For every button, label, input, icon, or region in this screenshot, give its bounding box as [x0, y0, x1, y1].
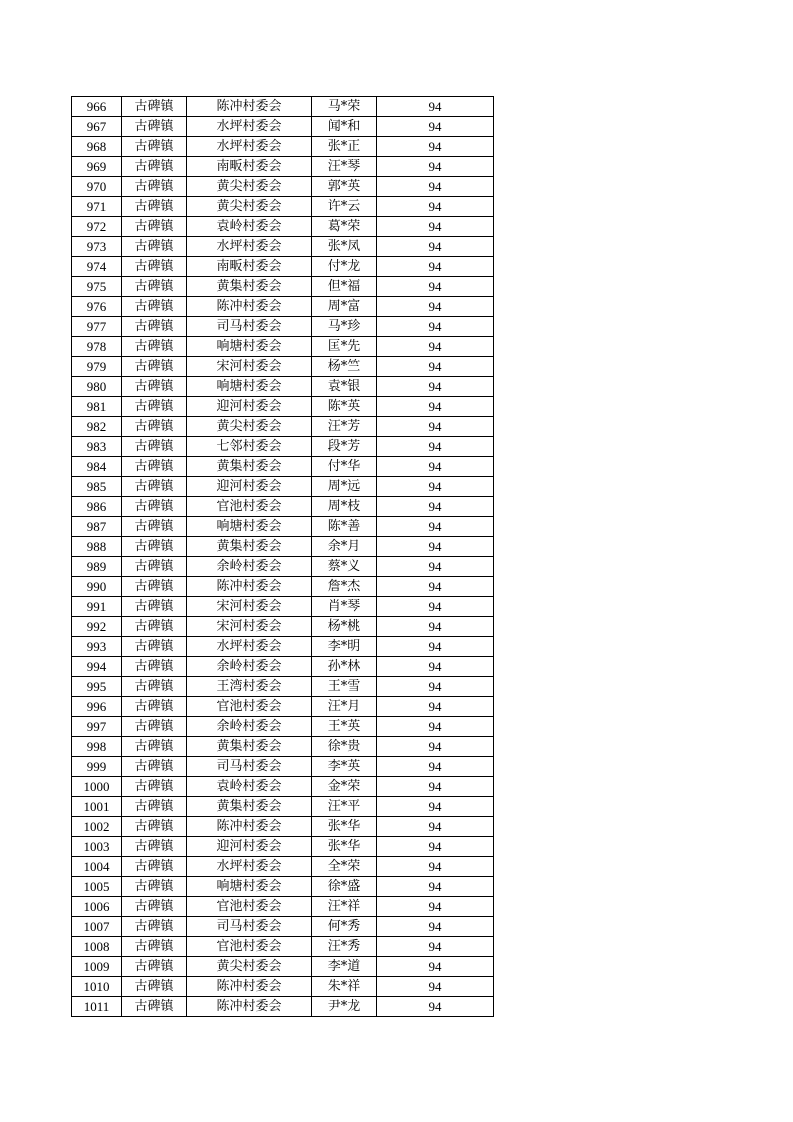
- town-cell: 古碑镇: [122, 257, 187, 277]
- score-cell: 94: [377, 257, 494, 277]
- village-committee-cell: 水坪村委会: [187, 857, 312, 877]
- person-name-cell: 闻*和: [312, 117, 377, 137]
- table-row: [72, 817, 494, 837]
- village-committee-cell: 黄尖村委会: [187, 417, 312, 437]
- score-cell: 94: [377, 917, 494, 937]
- row-number-cell: 975: [72, 277, 122, 297]
- town-cell: 古碑镇: [122, 977, 187, 997]
- village-committee-cell: 迎河村委会: [187, 837, 312, 857]
- table-row: [72, 477, 494, 497]
- person-name-cell: 余*月: [312, 537, 377, 557]
- score-cell: 94: [377, 797, 494, 817]
- score-cell: 94: [377, 237, 494, 257]
- score-cell: 94: [377, 717, 494, 737]
- score-cell: 94: [377, 937, 494, 957]
- village-committee-cell: 南畈村委会: [187, 257, 312, 277]
- row-number-cell: 980: [72, 377, 122, 397]
- row-number-cell: 1005: [72, 877, 122, 897]
- score-cell: 94: [377, 697, 494, 717]
- town-cell: 古碑镇: [122, 897, 187, 917]
- village-committee-cell: 黄集村委会: [187, 277, 312, 297]
- row-number-cell: 1009: [72, 957, 122, 977]
- town-cell: 古碑镇: [122, 637, 187, 657]
- score-cell: 94: [377, 957, 494, 977]
- person-name-cell: 蔡*义: [312, 557, 377, 577]
- town-cell: 古碑镇: [122, 657, 187, 677]
- table-row: [72, 897, 494, 917]
- table-row: [72, 137, 494, 157]
- village-committee-cell: 官池村委会: [187, 937, 312, 957]
- table-row: [72, 237, 494, 257]
- town-cell: 古碑镇: [122, 457, 187, 477]
- row-number-cell: 1010: [72, 977, 122, 997]
- village-committee-cell: 陈冲村委会: [187, 977, 312, 997]
- row-number-cell: 1004: [72, 857, 122, 877]
- score-cell: 94: [377, 437, 494, 457]
- table-row: [72, 997, 494, 1017]
- person-name-cell: 郭*英: [312, 177, 377, 197]
- row-number-cell: 989: [72, 557, 122, 577]
- row-number-cell: 973: [72, 237, 122, 257]
- village-committee-cell: 司马村委会: [187, 917, 312, 937]
- town-cell: 古碑镇: [122, 157, 187, 177]
- row-number-cell: 1008: [72, 937, 122, 957]
- village-committee-cell: 迎河村委会: [187, 397, 312, 417]
- score-cell: 94: [377, 457, 494, 477]
- score-cell: 94: [377, 157, 494, 177]
- table-row: [72, 557, 494, 577]
- town-cell: 古碑镇: [122, 337, 187, 357]
- village-committee-cell: 黄尖村委会: [187, 177, 312, 197]
- score-cell: 94: [377, 97, 494, 117]
- score-cell: 94: [377, 477, 494, 497]
- table-row: [72, 857, 494, 877]
- score-cell: 94: [377, 597, 494, 617]
- village-committee-cell: 官池村委会: [187, 697, 312, 717]
- village-committee-cell: 宋河村委会: [187, 597, 312, 617]
- table-row: [72, 517, 494, 537]
- town-cell: 古碑镇: [122, 377, 187, 397]
- village-committee-cell: 陈冲村委会: [187, 577, 312, 597]
- table-row: [72, 797, 494, 817]
- person-name-cell: 詹*杰: [312, 577, 377, 597]
- person-name-cell: 陈*善: [312, 517, 377, 537]
- village-committee-cell: 陈冲村委会: [187, 817, 312, 837]
- person-name-cell: 尹*龙: [312, 997, 377, 1017]
- table-row: [72, 937, 494, 957]
- row-number-cell: 978: [72, 337, 122, 357]
- row-number-cell: 998: [72, 737, 122, 757]
- person-name-cell: 汪*秀: [312, 937, 377, 957]
- score-cell: 94: [377, 517, 494, 537]
- town-cell: 古碑镇: [122, 817, 187, 837]
- town-cell: 古碑镇: [122, 917, 187, 937]
- row-number-cell: 974: [72, 257, 122, 277]
- town-cell: 古碑镇: [122, 557, 187, 577]
- score-cell: 94: [377, 817, 494, 837]
- person-name-cell: 汪*月: [312, 697, 377, 717]
- village-committee-cell: 袁岭村委会: [187, 217, 312, 237]
- person-name-cell: 王*雪: [312, 677, 377, 697]
- person-name-cell: 袁*银: [312, 377, 377, 397]
- row-number-cell: 995: [72, 677, 122, 697]
- town-cell: 古碑镇: [122, 797, 187, 817]
- person-name-cell: 徐*贵: [312, 737, 377, 757]
- village-committee-cell: 黄集村委会: [187, 537, 312, 557]
- score-cell: 94: [377, 297, 494, 317]
- town-cell: 古碑镇: [122, 757, 187, 777]
- row-number-cell: 976: [72, 297, 122, 317]
- village-committee-cell: 司马村委会: [187, 757, 312, 777]
- person-name-cell: 李*明: [312, 637, 377, 657]
- person-name-cell: 何*秀: [312, 917, 377, 937]
- person-name-cell: 肖*琴: [312, 597, 377, 617]
- town-cell: 古碑镇: [122, 597, 187, 617]
- town-cell: 古碑镇: [122, 177, 187, 197]
- table-row: [72, 357, 494, 377]
- score-cell: 94: [377, 197, 494, 217]
- score-cell: 94: [377, 317, 494, 337]
- roster-table: [71, 96, 494, 1017]
- town-cell: 古碑镇: [122, 537, 187, 557]
- score-cell: 94: [377, 677, 494, 697]
- row-number-cell: 972: [72, 217, 122, 237]
- table-row: [72, 97, 494, 117]
- row-number-cell: 985: [72, 477, 122, 497]
- table-row: [72, 457, 494, 477]
- town-cell: 古碑镇: [122, 877, 187, 897]
- row-number-cell: 1006: [72, 897, 122, 917]
- person-name-cell: 付*华: [312, 457, 377, 477]
- score-cell: 94: [377, 897, 494, 917]
- table-row: [72, 117, 494, 137]
- person-name-cell: 徐*盛: [312, 877, 377, 897]
- row-number-cell: 1003: [72, 837, 122, 857]
- table-row: [72, 617, 494, 637]
- town-cell: 古碑镇: [122, 777, 187, 797]
- village-committee-cell: 陈冲村委会: [187, 297, 312, 317]
- table-row: [72, 177, 494, 197]
- person-name-cell: 杨*桃: [312, 617, 377, 637]
- person-name-cell: 李*英: [312, 757, 377, 777]
- table-row: [72, 917, 494, 937]
- village-committee-cell: 陈冲村委会: [187, 97, 312, 117]
- table-row: [72, 197, 494, 217]
- village-committee-cell: 响塘村委会: [187, 337, 312, 357]
- score-cell: 94: [377, 217, 494, 237]
- score-cell: 94: [377, 397, 494, 417]
- row-number-cell: 997: [72, 717, 122, 737]
- table-row: [72, 297, 494, 317]
- village-committee-cell: 王湾村委会: [187, 677, 312, 697]
- person-name-cell: 陈*英: [312, 397, 377, 417]
- table-row: [72, 597, 494, 617]
- table-row: [72, 877, 494, 897]
- score-cell: 94: [377, 777, 494, 797]
- table-row: [72, 717, 494, 737]
- person-name-cell: 周*富: [312, 297, 377, 317]
- score-cell: 94: [377, 497, 494, 517]
- score-cell: 94: [377, 837, 494, 857]
- row-number-cell: 990: [72, 577, 122, 597]
- town-cell: 古碑镇: [122, 297, 187, 317]
- score-cell: 94: [377, 997, 494, 1017]
- town-cell: 古碑镇: [122, 997, 187, 1017]
- row-number-cell: 999: [72, 757, 122, 777]
- score-cell: 94: [377, 377, 494, 397]
- town-cell: 古碑镇: [122, 737, 187, 757]
- town-cell: 古碑镇: [122, 277, 187, 297]
- score-cell: 94: [377, 577, 494, 597]
- score-cell: 94: [377, 877, 494, 897]
- person-name-cell: 匡*先: [312, 337, 377, 357]
- score-cell: 94: [377, 177, 494, 197]
- village-committee-cell: 余岭村委会: [187, 557, 312, 577]
- village-committee-cell: 余岭村委会: [187, 717, 312, 737]
- score-cell: 94: [377, 977, 494, 997]
- row-number-cell: 987: [72, 517, 122, 537]
- row-number-cell: 967: [72, 117, 122, 137]
- table-row: [72, 637, 494, 657]
- score-cell: 94: [377, 137, 494, 157]
- table-row: [72, 397, 494, 417]
- row-number-cell: 966: [72, 97, 122, 117]
- row-number-cell: 1007: [72, 917, 122, 937]
- table-row: [72, 977, 494, 997]
- table-row: [72, 257, 494, 277]
- village-committee-cell: 宋河村委会: [187, 617, 312, 637]
- village-committee-cell: 袁岭村委会: [187, 777, 312, 797]
- town-cell: 古碑镇: [122, 397, 187, 417]
- row-number-cell: 969: [72, 157, 122, 177]
- row-number-cell: 979: [72, 357, 122, 377]
- person-name-cell: 张*凤: [312, 237, 377, 257]
- town-cell: 古碑镇: [122, 697, 187, 717]
- person-name-cell: 周*枝: [312, 497, 377, 517]
- score-cell: 94: [377, 537, 494, 557]
- row-number-cell: 988: [72, 537, 122, 557]
- village-committee-cell: 水坪村委会: [187, 137, 312, 157]
- village-committee-cell: 响塘村委会: [187, 517, 312, 537]
- table-row: [72, 777, 494, 797]
- person-name-cell: 但*福: [312, 277, 377, 297]
- person-name-cell: 汪*芳: [312, 417, 377, 437]
- village-committee-cell: 司马村委会: [187, 317, 312, 337]
- town-cell: 古碑镇: [122, 317, 187, 337]
- row-number-cell: 968: [72, 137, 122, 157]
- row-number-cell: 982: [72, 417, 122, 437]
- town-cell: 古碑镇: [122, 957, 187, 977]
- village-committee-cell: 响塘村委会: [187, 377, 312, 397]
- town-cell: 古碑镇: [122, 577, 187, 597]
- village-committee-cell: 南畈村委会: [187, 157, 312, 177]
- town-cell: 古碑镇: [122, 117, 187, 137]
- town-cell: 古碑镇: [122, 717, 187, 737]
- row-number-cell: 981: [72, 397, 122, 417]
- person-name-cell: 王*英: [312, 717, 377, 737]
- row-number-cell: 971: [72, 197, 122, 217]
- row-number-cell: 1011: [72, 997, 122, 1017]
- table-row: [72, 737, 494, 757]
- person-name-cell: 朱*祥: [312, 977, 377, 997]
- table-row: [72, 657, 494, 677]
- town-cell: 古碑镇: [122, 937, 187, 957]
- row-number-cell: 994: [72, 657, 122, 677]
- row-number-cell: 970: [72, 177, 122, 197]
- score-cell: 94: [377, 557, 494, 577]
- table-row: [72, 837, 494, 857]
- table-row: [72, 317, 494, 337]
- person-name-cell: 张*正: [312, 137, 377, 157]
- row-number-cell: 1002: [72, 817, 122, 837]
- person-name-cell: 汪*祥: [312, 897, 377, 917]
- row-number-cell: 983: [72, 437, 122, 457]
- table-row: [72, 957, 494, 977]
- person-name-cell: 许*云: [312, 197, 377, 217]
- table-row: [72, 697, 494, 717]
- town-cell: 古碑镇: [122, 97, 187, 117]
- town-cell: 古碑镇: [122, 137, 187, 157]
- score-cell: 94: [377, 857, 494, 877]
- row-number-cell: 993: [72, 637, 122, 657]
- score-cell: 94: [377, 357, 494, 377]
- roster-table-body: [72, 97, 494, 1017]
- town-cell: 古碑镇: [122, 357, 187, 377]
- town-cell: 古碑镇: [122, 677, 187, 697]
- table-row: [72, 157, 494, 177]
- town-cell: 古碑镇: [122, 837, 187, 857]
- town-cell: 古碑镇: [122, 497, 187, 517]
- person-name-cell: 张*华: [312, 817, 377, 837]
- village-committee-cell: 黄尖村委会: [187, 957, 312, 977]
- town-cell: 古碑镇: [122, 197, 187, 217]
- score-cell: 94: [377, 757, 494, 777]
- village-committee-cell: 黄尖村委会: [187, 197, 312, 217]
- village-committee-cell: 迎河村委会: [187, 477, 312, 497]
- person-name-cell: 汪*平: [312, 797, 377, 817]
- person-name-cell: 全*荣: [312, 857, 377, 877]
- person-name-cell: 金*荣: [312, 777, 377, 797]
- village-committee-cell: 水坪村委会: [187, 117, 312, 137]
- row-number-cell: 996: [72, 697, 122, 717]
- score-cell: 94: [377, 737, 494, 757]
- village-committee-cell: 水坪村委会: [187, 237, 312, 257]
- table-row: [72, 337, 494, 357]
- village-committee-cell: 陈冲村委会: [187, 997, 312, 1017]
- row-number-cell: 986: [72, 497, 122, 517]
- village-committee-cell: 官池村委会: [187, 497, 312, 517]
- town-cell: 古碑镇: [122, 417, 187, 437]
- row-number-cell: 1001: [72, 797, 122, 817]
- town-cell: 古碑镇: [122, 517, 187, 537]
- table-row: [72, 757, 494, 777]
- village-committee-cell: 响塘村委会: [187, 877, 312, 897]
- person-name-cell: 孙*林: [312, 657, 377, 677]
- person-name-cell: 付*龙: [312, 257, 377, 277]
- row-number-cell: 991: [72, 597, 122, 617]
- score-cell: 94: [377, 617, 494, 637]
- town-cell: 古碑镇: [122, 617, 187, 637]
- table-row: [72, 277, 494, 297]
- score-cell: 94: [377, 417, 494, 437]
- person-name-cell: 马*珍: [312, 317, 377, 337]
- table-row: [72, 377, 494, 397]
- table-row: [72, 417, 494, 437]
- town-cell: 古碑镇: [122, 857, 187, 877]
- village-committee-cell: 七邻村委会: [187, 437, 312, 457]
- table-row: [72, 537, 494, 557]
- table-row: [72, 217, 494, 237]
- score-cell: 94: [377, 117, 494, 137]
- town-cell: 古碑镇: [122, 217, 187, 237]
- village-committee-cell: 余岭村委会: [187, 657, 312, 677]
- score-cell: 94: [377, 657, 494, 677]
- village-committee-cell: 宋河村委会: [187, 357, 312, 377]
- score-cell: 94: [377, 277, 494, 297]
- person-name-cell: 葛*荣: [312, 217, 377, 237]
- village-committee-cell: 水坪村委会: [187, 637, 312, 657]
- person-name-cell: 李*道: [312, 957, 377, 977]
- person-name-cell: 段*芳: [312, 437, 377, 457]
- village-committee-cell: 官池村委会: [187, 897, 312, 917]
- table-row: [72, 577, 494, 597]
- row-number-cell: 984: [72, 457, 122, 477]
- row-number-cell: 1000: [72, 777, 122, 797]
- table-row: [72, 677, 494, 697]
- town-cell: 古碑镇: [122, 237, 187, 257]
- village-committee-cell: 黄集村委会: [187, 737, 312, 757]
- person-name-cell: 马*荣: [312, 97, 377, 117]
- score-cell: 94: [377, 337, 494, 357]
- town-cell: 古碑镇: [122, 437, 187, 457]
- score-cell: 94: [377, 637, 494, 657]
- person-name-cell: 杨*竺: [312, 357, 377, 377]
- village-committee-cell: 黄集村委会: [187, 457, 312, 477]
- table-row: [72, 437, 494, 457]
- person-name-cell: 汪*琴: [312, 157, 377, 177]
- row-number-cell: 977: [72, 317, 122, 337]
- person-name-cell: 周*远: [312, 477, 377, 497]
- table-row: [72, 497, 494, 517]
- person-name-cell: 张*华: [312, 837, 377, 857]
- town-cell: 古碑镇: [122, 477, 187, 497]
- row-number-cell: 992: [72, 617, 122, 637]
- village-committee-cell: 黄集村委会: [187, 797, 312, 817]
